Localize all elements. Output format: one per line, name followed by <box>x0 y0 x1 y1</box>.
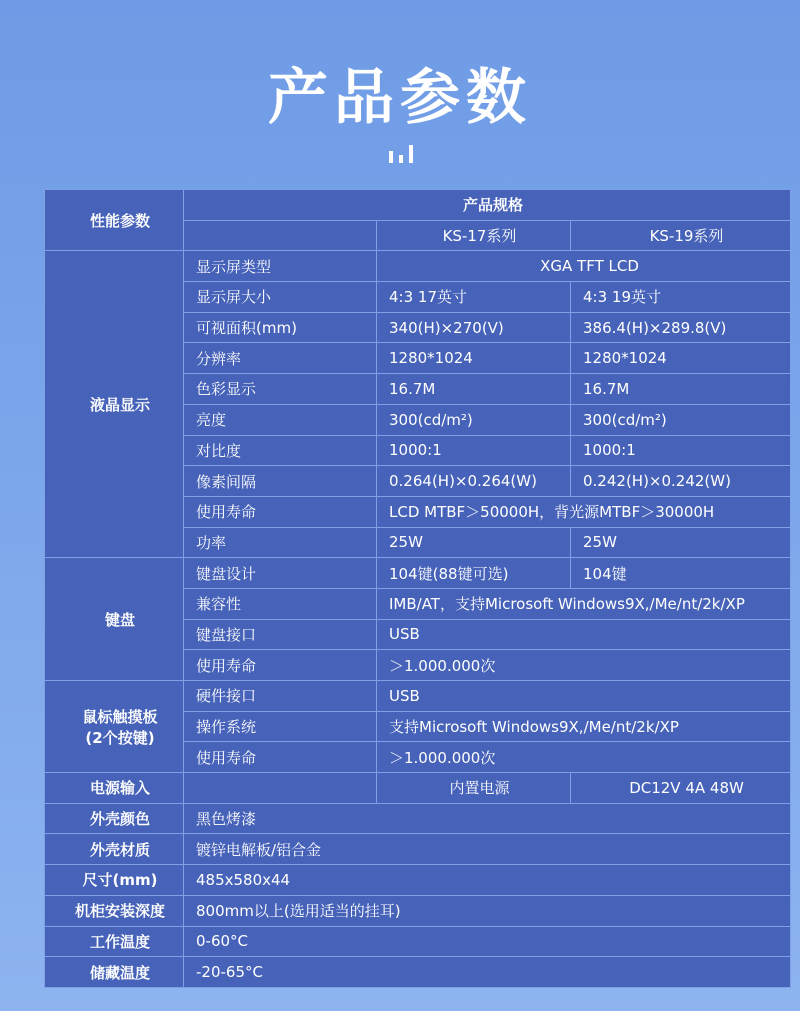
row-label: 键盘接口 <box>184 619 377 650</box>
value-a: 104键(88键可选) <box>377 558 571 589</box>
value-b: 1280*1024 <box>571 343 791 374</box>
row-label: 使用寿命 <box>184 742 377 773</box>
row-label: 使用寿命 <box>184 650 377 681</box>
model-b-header: KS-19系列 <box>571 220 791 251</box>
row-label: 色彩显示 <box>184 374 377 405</box>
row-label: 硬件接口 <box>184 681 377 712</box>
row-value: ＞1.000.000次 <box>377 650 791 681</box>
value-a: 25W <box>377 527 571 558</box>
value-a: 0.264(H)×0.264(W) <box>377 466 571 497</box>
value-a: 300(cd/m²) <box>377 404 571 435</box>
category-misc: 外壳颜色 <box>45 803 184 834</box>
category-touchpad <box>45 681 184 773</box>
row-value: XGA TFT LCD <box>377 251 791 282</box>
row-value: 支持Microsoft Windows9X,/Me/nt/2k/XP <box>377 711 791 742</box>
header-row <box>45 190 791 221</box>
row-label: 功率 <box>184 527 377 558</box>
param-header: 性能参数 <box>45 190 184 251</box>
value-a: 16.7M <box>377 374 571 405</box>
value-a: 1000:1 <box>377 435 571 466</box>
value-b: 386.4(H)×289.8(V) <box>571 312 791 343</box>
row-value: 800mm以上(选用适当的挂耳) <box>184 895 791 926</box>
value-a: 340(H)×270(V) <box>377 312 571 343</box>
table-row <box>45 558 791 589</box>
row-label: 亮度 <box>184 404 377 435</box>
value-b: 4:3 19英寸 <box>571 282 791 313</box>
row-label: 操作系统 <box>184 711 377 742</box>
row-label: 可视面积(mm) <box>184 312 377 343</box>
spec-table <box>44 189 791 988</box>
value-a: 内置电源 <box>377 773 571 804</box>
row-value: IMB/AT，支持Microsoft Windows9X,/Me/nt/2k/XP <box>377 588 791 619</box>
category-lcd: 液晶显示 <box>45 251 184 558</box>
blank-cell <box>184 773 377 804</box>
value-b: 16.7M <box>571 374 791 405</box>
value-b: 104键 <box>571 558 791 589</box>
category-misc: 工作温度 <box>45 926 184 957</box>
row-label: 键盘设计 <box>184 558 377 589</box>
table-row <box>45 895 791 926</box>
blank-cell <box>184 220 377 251</box>
row-label: 对比度 <box>184 435 377 466</box>
row-value: 0-60°C <box>184 926 791 957</box>
row-value: 镀锌电解板/铝合金 <box>184 834 791 865</box>
category-keyboard: 键盘 <box>45 558 184 681</box>
category-misc: 尺寸(mm) <box>45 865 184 896</box>
row-label: 兼容性 <box>184 588 377 619</box>
row-label: 分辨率 <box>184 343 377 374</box>
table-row <box>45 251 791 282</box>
row-label: 使用寿命 <box>184 496 377 527</box>
table-row <box>45 926 791 957</box>
value-b: 0.242(H)×0.242(W) <box>571 466 791 497</box>
category-misc: 外壳材质 <box>45 834 184 865</box>
row-label: 显示屏大小 <box>184 282 377 313</box>
row-value: ＞1.000.000次 <box>377 742 791 773</box>
spec-header: 产品规格 <box>184 190 791 221</box>
table-row <box>45 957 791 988</box>
category-misc: 储藏温度 <box>45 957 184 988</box>
category-misc: 机柜安装深度 <box>45 895 184 926</box>
row-value: -20-65°C <box>184 957 791 988</box>
table-row <box>45 803 791 834</box>
row-value: USB <box>377 681 791 712</box>
value-b: DC12V 4A 48W <box>571 773 791 804</box>
row-label: 显示屏类型 <box>184 251 377 282</box>
value-a: 4:3 17英寸 <box>377 282 571 313</box>
row-value: LCD MTBF＞50000H，背光源MTBF＞30000H <box>377 496 791 527</box>
table-row <box>45 681 791 712</box>
value-b: 1000:1 <box>571 435 791 466</box>
value-b: 25W <box>571 527 791 558</box>
row-label: 像素间隔 <box>184 466 377 497</box>
table-row <box>45 834 791 865</box>
bar-chart-icon <box>389 143 413 163</box>
category-power: 电源输入 <box>45 773 184 804</box>
row-value: 485x580x44 <box>184 865 791 896</box>
table-row <box>45 773 791 804</box>
row-value: USB <box>377 619 791 650</box>
value-b: 300(cd/m²) <box>571 404 791 435</box>
table-row <box>45 865 791 896</box>
model-a-header: KS-17系列 <box>377 220 571 251</box>
page-title: 产品参数 <box>268 63 532 133</box>
touchpad-subtitle: (2个按键) <box>85 728 155 747</box>
value-a: 1280*1024 <box>377 343 571 374</box>
touchpad-title: 鼠标触摸板 <box>82 707 158 726</box>
row-value: 黑色烤漆 <box>184 803 791 834</box>
